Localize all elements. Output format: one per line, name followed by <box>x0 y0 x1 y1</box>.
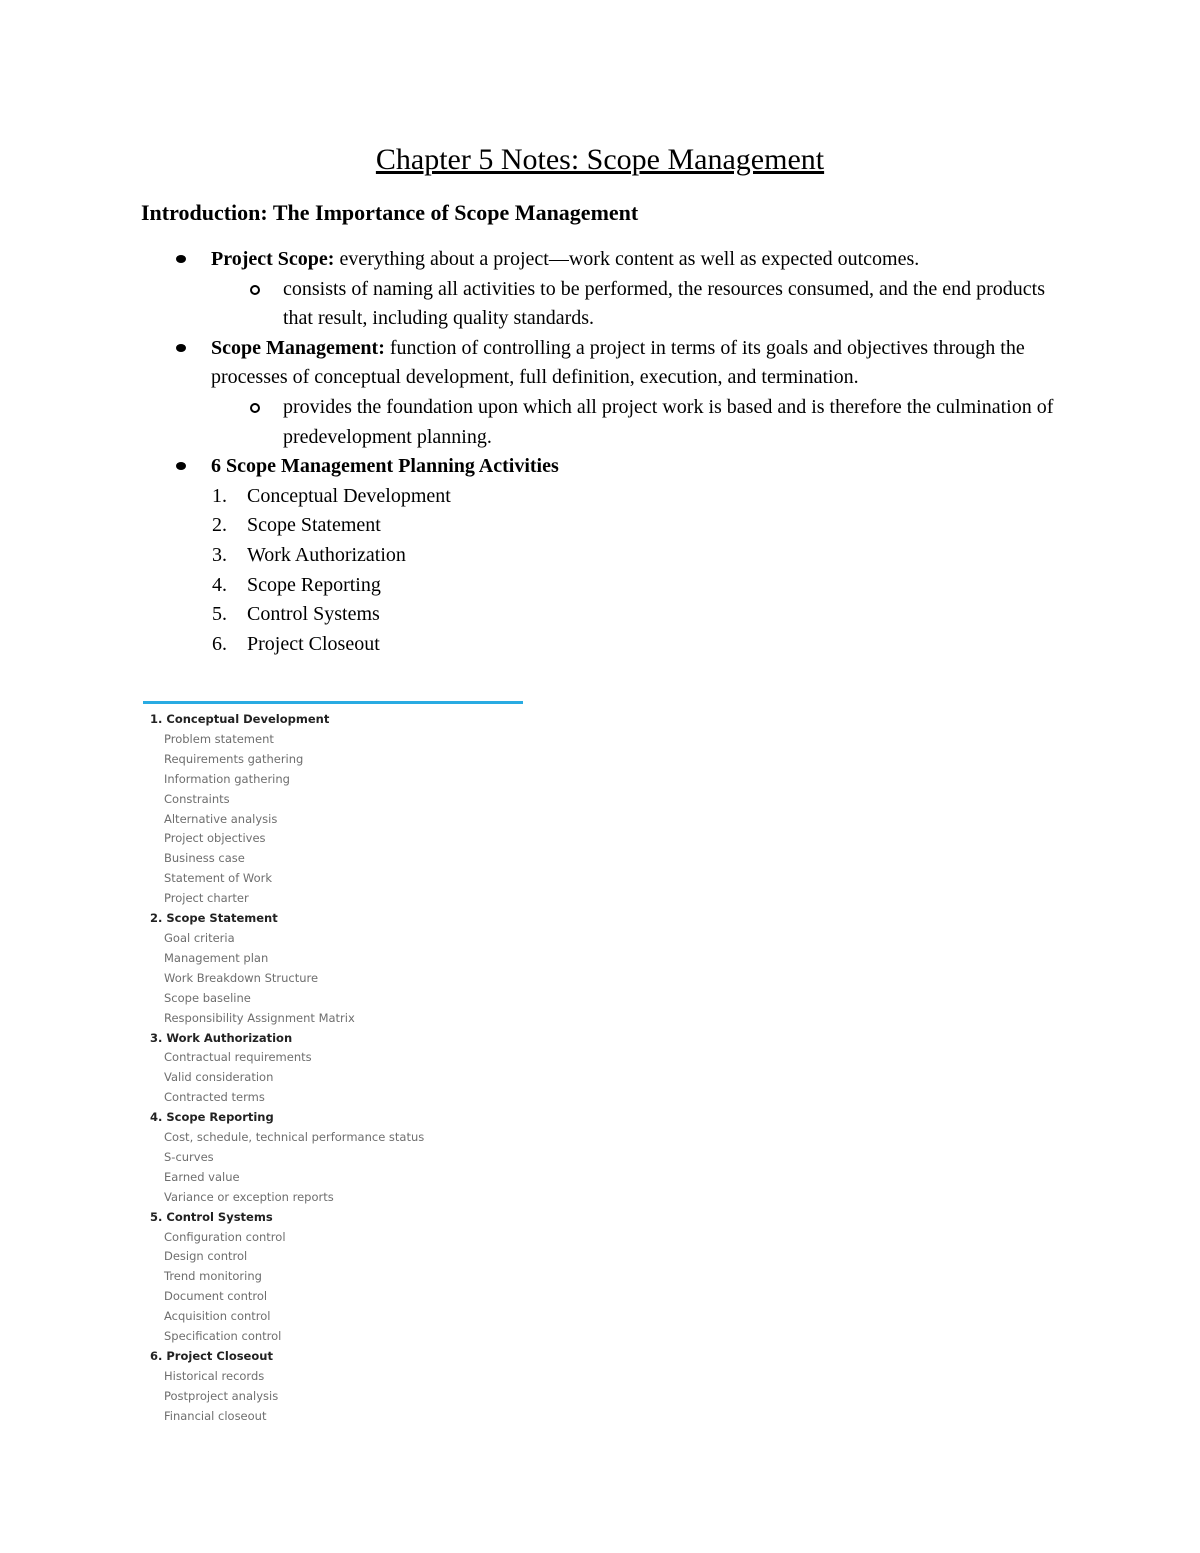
figure-group-item: Constraints <box>164 791 230 806</box>
figure-list <box>143 704 523 1427</box>
item-label: Scope Statement <box>247 514 381 537</box>
section-heading: Introduction: The Importance of Scope Management <box>141 200 639 225</box>
figure-group-item: Valid consideration <box>164 1070 274 1085</box>
item-label: Scope Reporting <box>247 573 381 596</box>
figure-group-item: Financial closeout <box>164 1408 267 1423</box>
numbered-item <box>0 571 1200 601</box>
sub-bullet-project-scope <box>0 275 1200 334</box>
figure-group-item: S-curves <box>164 1149 214 1164</box>
figure-group-item: Historical records <box>164 1368 265 1383</box>
item-number: 6. <box>212 632 227 655</box>
figure-group-item: Variance or exception reports <box>164 1189 334 1204</box>
figure-group-item: Scope baseline <box>164 990 251 1005</box>
item-label: Work Authorization <box>247 543 406 566</box>
figure-group-item: Alternative analysis <box>164 811 278 826</box>
bullet-icon <box>176 344 186 352</box>
planning-heading: 6 Scope Management Planning Activities <box>211 455 559 478</box>
scope-activities-figure <box>143 701 523 1423</box>
figure-group-item: Postproject analysis <box>164 1388 279 1403</box>
item-number: 4. <box>212 573 227 596</box>
item-label: Control Systems <box>247 603 380 626</box>
item-number: 5. <box>212 603 227 626</box>
bullet-project-scope <box>0 245 1200 275</box>
figure-group-item: Contracted terms <box>164 1090 265 1105</box>
numbered-item <box>0 541 1200 571</box>
numbered-item <box>0 511 1200 541</box>
circle-bullet-icon <box>250 403 260 413</box>
figure-group-heading: 3. Work Authorization <box>150 1030 293 1045</box>
figure-group-heading: 5. Control Systems <box>150 1209 273 1224</box>
bullet-planning-activities <box>0 452 1200 482</box>
figure-group-item: Configuration control <box>164 1229 286 1244</box>
sub-text-scope-management: provides the foundation upon which all project work is based and is therefore the culmination of predevelopment planning. <box>283 395 1054 448</box>
figure-group-item: Goal criteria <box>164 930 235 945</box>
bullet-icon <box>176 462 186 470</box>
figure-group-item: Requirements gathering <box>164 751 304 766</box>
numbered-item <box>0 482 1200 512</box>
item-label: Conceptual Development <box>247 484 451 507</box>
figure-group-heading: 1. Conceptual Development <box>150 712 330 726</box>
figure-group-item: Earned value <box>164 1169 240 1184</box>
figure-group-item: Statement of Work <box>164 871 273 886</box>
figure-group-item: Information gathering <box>164 771 290 786</box>
definition-scope-management: function of controlling a project in terms of its goals and objectives through the processes of conceptual development, full definition, execution, and termination. <box>211 336 1025 389</box>
figure-group-item: Acquisition control <box>164 1309 271 1324</box>
figure-group-heading: 6. Project Closeout <box>150 1349 273 1363</box>
item-number: 1. <box>212 484 227 507</box>
figure-group-item: Document control <box>164 1289 268 1304</box>
notes-body <box>0 245 1200 659</box>
bullet-icon <box>176 255 186 263</box>
figure-group-item: Trend monitoring <box>164 1269 262 1284</box>
figure-group-item: Management plan <box>164 950 269 965</box>
figure-group-item: Project charter <box>164 891 249 906</box>
figure-group-item: Contractual requirements <box>164 1050 312 1065</box>
definition-project-scope: everything about a project—work content as well as expected outcomes. <box>334 248 920 270</box>
figure-group-item: Design control <box>164 1249 248 1264</box>
figure-group-item: Problem statement <box>164 731 274 746</box>
figure-group-heading: 4. Scope Reporting <box>150 1110 274 1125</box>
page-title: Chapter 5 Notes: Scope Management <box>375 143 825 176</box>
item-number: 2. <box>212 514 227 537</box>
figure-group-heading: 2. Scope Statement <box>150 911 278 926</box>
figure-group-item: Cost, schedule, technical performance status <box>164 1130 425 1145</box>
term-scope-management: Scope Management: <box>211 336 385 359</box>
sub-text-project-scope: consists of naming all activities to be performed, the resources consumed, and the end products that result, including quality standards. <box>283 277 1046 330</box>
figure-group-item: Project objectives <box>164 831 266 846</box>
item-number: 3. <box>212 543 227 566</box>
sub-bullet-scope-management <box>0 393 1200 452</box>
numbered-item <box>0 600 1200 630</box>
term-project-scope: Project Scope: <box>211 248 335 270</box>
item-label: Project Closeout <box>247 632 380 655</box>
figure-group-item: Work Breakdown Structure <box>164 970 319 985</box>
figure-group-item: Responsibility Assignment Matrix <box>164 1010 355 1025</box>
figure-group-item: Business case <box>164 851 245 866</box>
figure-group-item: Specification control <box>164 1329 282 1344</box>
numbered-item <box>0 630 1200 660</box>
bullet-scope-management <box>0 334 1200 393</box>
circle-bullet-icon <box>250 285 260 295</box>
